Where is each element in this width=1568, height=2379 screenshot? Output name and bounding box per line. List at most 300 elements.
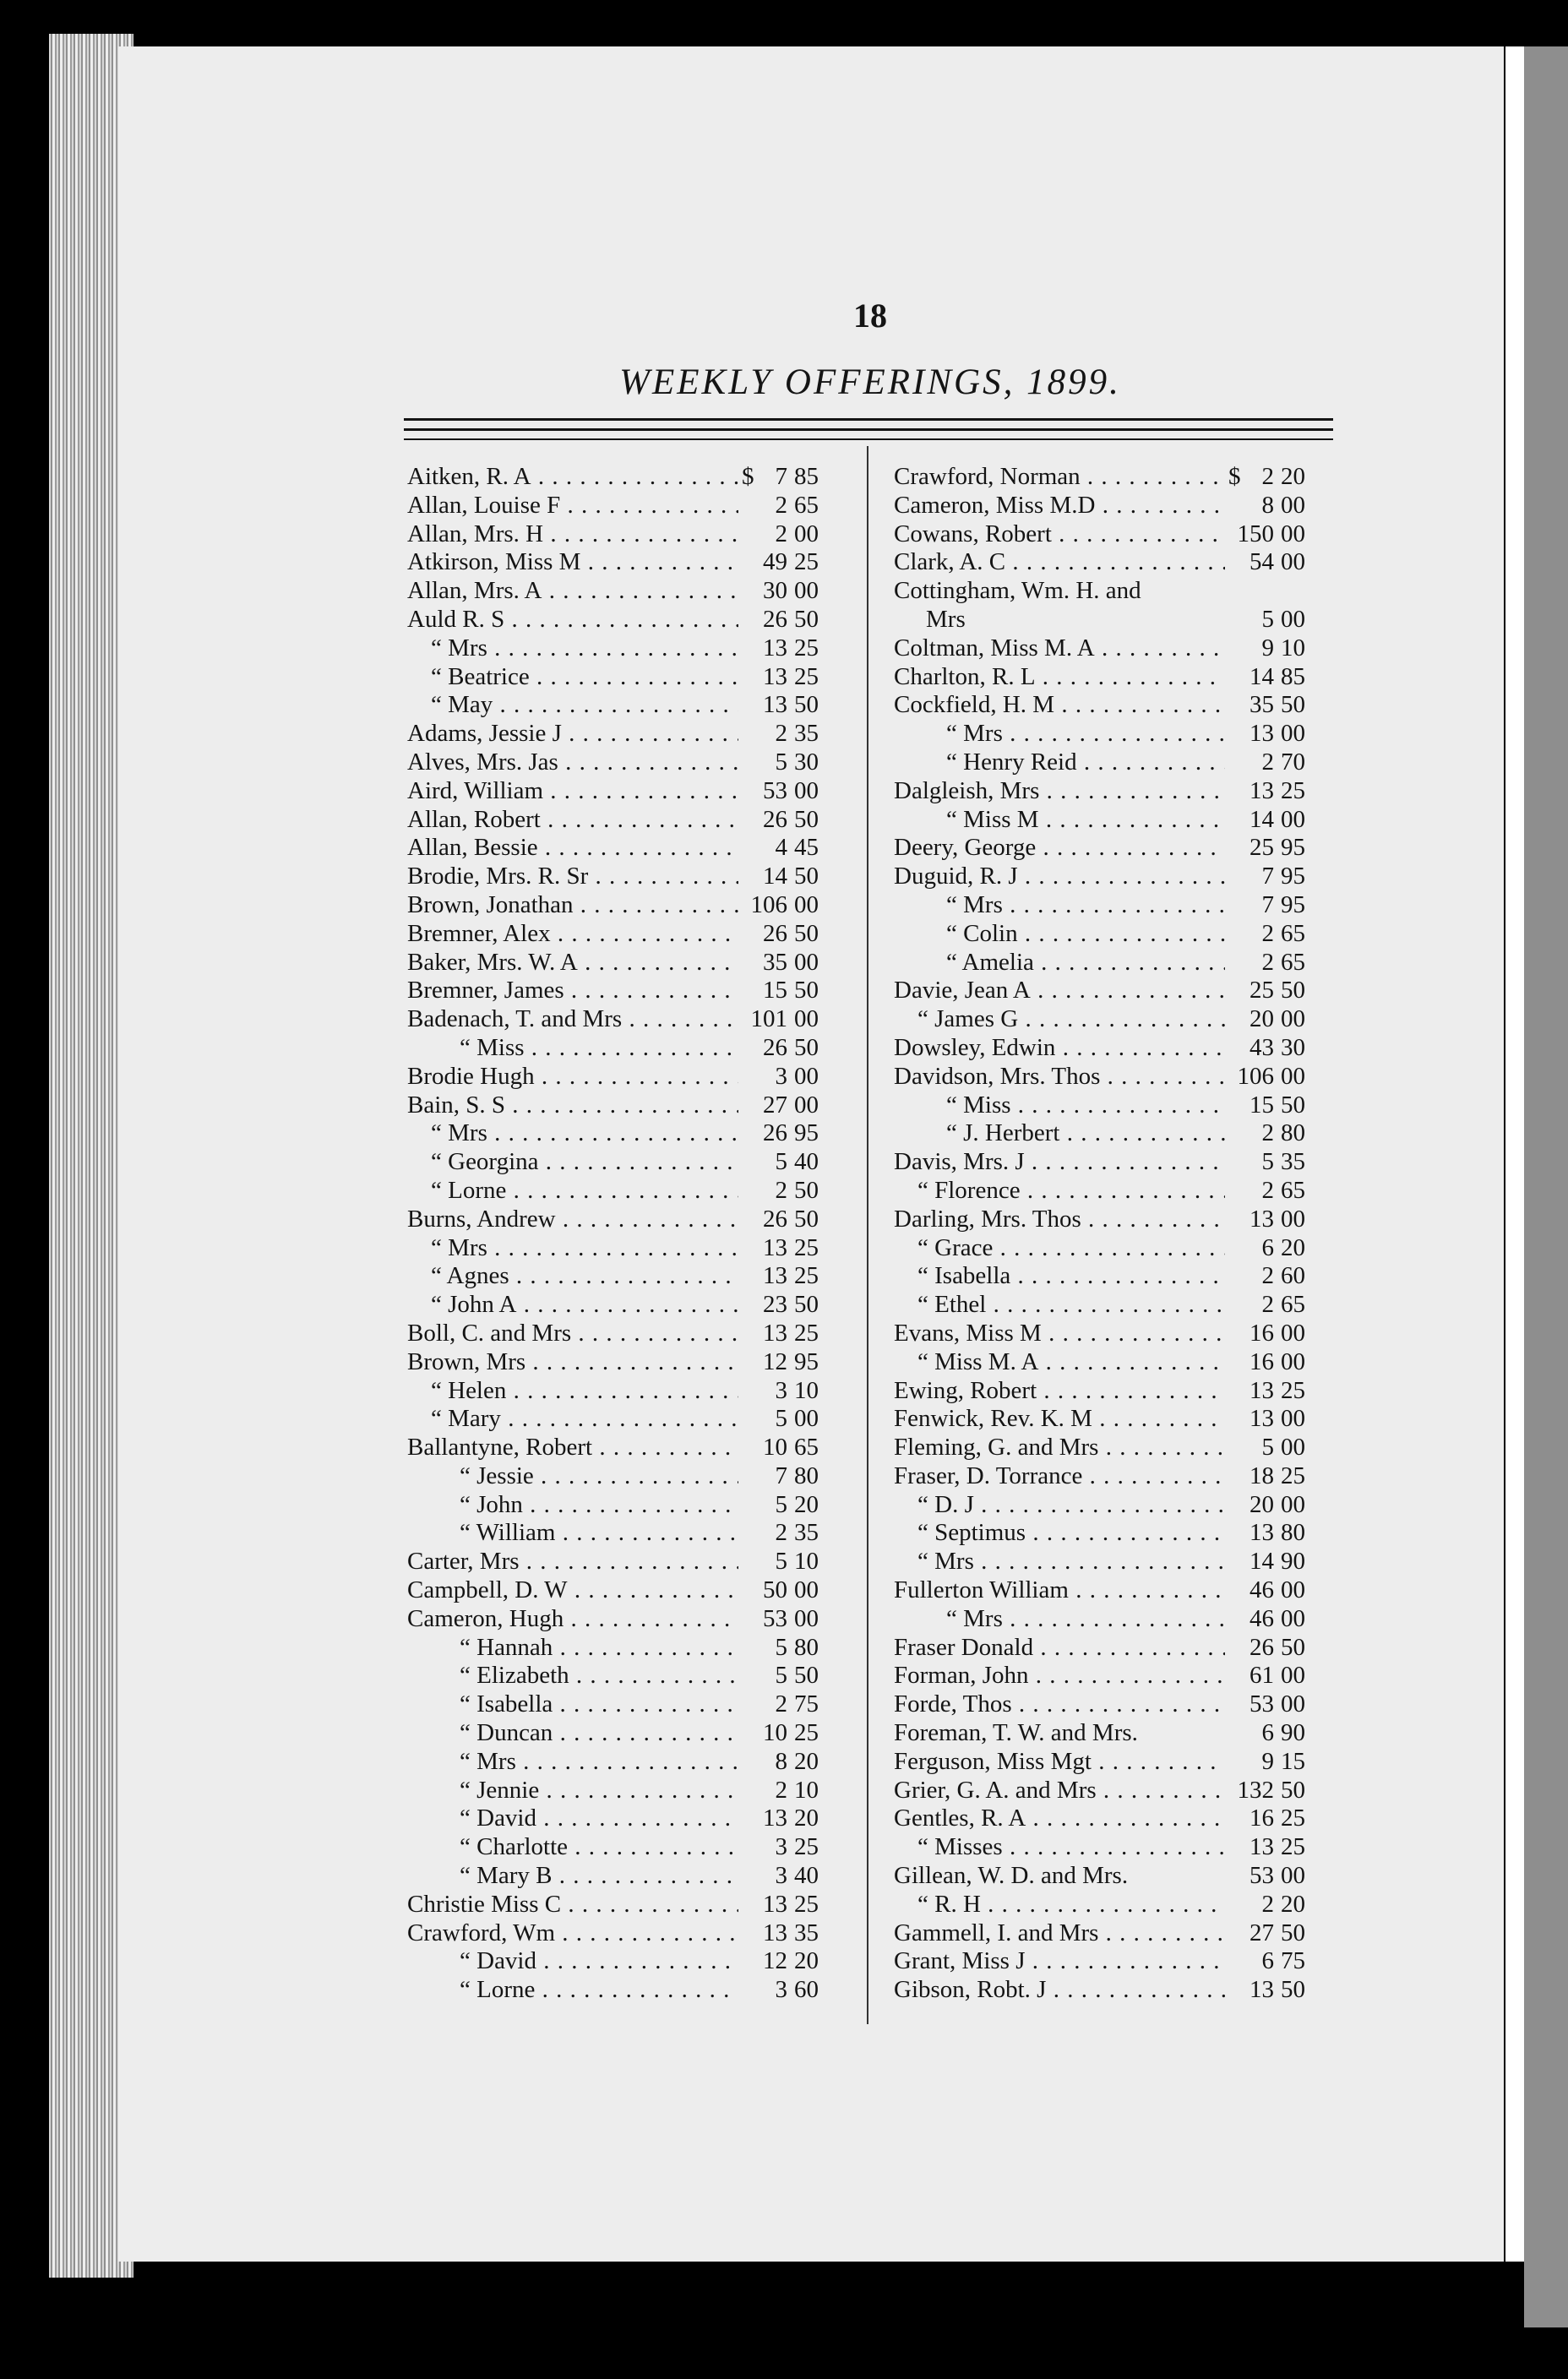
donor-name — [894, 1148, 1225, 1177]
amount-dollars: 26 — [1250, 1633, 1274, 1661]
amount-cents: 25 — [1281, 1376, 1305, 1404]
amount-dollars: 13 — [763, 691, 787, 719]
amount-dollars: 106 — [1237, 1062, 1274, 1090]
amount-cents: 95 — [1281, 863, 1305, 890]
list-item — [894, 1434, 1342, 1462]
list-item — [407, 949, 847, 977]
donor-name — [894, 1919, 1225, 1948]
donor-name — [894, 1034, 1225, 1063]
amount-dollars: 2 — [775, 520, 787, 547]
amount-cents: 95 — [794, 1119, 819, 1147]
donor-name — [894, 1177, 1225, 1206]
donor-name — [894, 1891, 1225, 1919]
amount-cents: 50 — [794, 1662, 819, 1690]
donor-name — [407, 863, 738, 891]
amount-dollars: 46 — [1250, 1604, 1274, 1632]
donor-name — [894, 1662, 1225, 1690]
donor-name-text: “ Hannah — [460, 1633, 553, 1661]
donor-name — [407, 1119, 738, 1148]
donor-name-text: Cockfield, H. M — [894, 691, 1055, 719]
amount-dollars: 26 — [763, 605, 787, 633]
donor-name — [407, 1491, 738, 1520]
amount-dollars: 2 — [1261, 919, 1274, 947]
donor-name-text: “ Mrs — [431, 1233, 487, 1261]
donor-name-text: Coltman, Miss M. A — [894, 634, 1095, 661]
amount-dollars: 13 — [763, 1319, 787, 1347]
list-item — [894, 1777, 1342, 1805]
donor-name-text: Brown, Mrs — [407, 1347, 526, 1375]
amount-dollars: 2 — [1261, 1291, 1274, 1319]
amount-cents: 25 — [794, 1262, 819, 1290]
list-item — [894, 1063, 1342, 1092]
amount-cents: 80 — [794, 1633, 819, 1661]
list-item — [407, 1748, 847, 1777]
amount-cents: 25 — [794, 1319, 819, 1347]
amount-cents: 00 — [1281, 1576, 1305, 1604]
donor-name-text: Deery, George — [894, 834, 1037, 862]
donor-name-text: “ Amelia — [946, 948, 1034, 976]
list-item — [894, 1576, 1342, 1605]
list-item — [407, 749, 847, 777]
donor-name — [407, 1548, 738, 1576]
list-item — [407, 720, 847, 749]
donor-name-text: Brodie, Mrs. R. Sr — [407, 863, 589, 890]
facing-page-edge — [1524, 46, 1568, 2327]
donor-name-text: Cameron, Miss M.D — [894, 491, 1096, 519]
list-item — [407, 1833, 847, 1862]
list-item — [894, 863, 1342, 891]
donor-name — [894, 1206, 1225, 1234]
list-item — [407, 520, 847, 549]
donor-name — [894, 1320, 1225, 1348]
donor-name-text: Ferguson, Miss Mgt — [894, 1747, 1092, 1775]
amount-cents: 25 — [794, 1833, 819, 1861]
title-rule — [404, 438, 1333, 440]
amount-dollars: 2 — [1261, 1890, 1274, 1918]
list-item — [894, 949, 1342, 977]
amount-dollars: 13 — [763, 1233, 787, 1261]
donor-name-text: Ewing, Robert — [894, 1376, 1037, 1404]
list-item — [894, 577, 1342, 634]
amount-cents: 00 — [1281, 1662, 1305, 1690]
donor-name — [407, 520, 738, 549]
list-item — [894, 777, 1342, 806]
donor-name — [894, 577, 1225, 634]
amount-cents: 35 — [794, 720, 819, 748]
amount-cents: 00 — [794, 1005, 819, 1033]
amount-dollars: 25 — [1250, 977, 1274, 1004]
amount-cents: 25 — [1281, 1805, 1305, 1832]
amount-cents: 00 — [1281, 491, 1305, 519]
donor-name-text: “ Isabella — [460, 1690, 553, 1718]
offerings-list-right — [894, 463, 1342, 2005]
amount-cents: 15 — [1281, 1747, 1305, 1775]
donor-name-text: “ Mrs — [431, 1119, 487, 1147]
amount-dollars: 5 — [775, 1662, 787, 1690]
amount-dollars: 5 — [775, 1405, 787, 1433]
list-item — [894, 1206, 1342, 1234]
donor-name — [407, 1034, 738, 1063]
list-item — [894, 520, 1342, 549]
donor-name-text: Davis, Mrs. J — [894, 1148, 1025, 1176]
amount-dollars: 13 — [1250, 776, 1274, 804]
amount-cents: 90 — [1281, 1548, 1305, 1576]
list-item — [407, 1862, 847, 1891]
donor-name — [894, 1947, 1225, 1976]
donor-name-text: “ Lorne — [460, 1976, 536, 2004]
dollar-sign: $ — [742, 463, 754, 490]
list-item — [894, 1919, 1342, 1948]
amount-dollars: 53 — [763, 1604, 787, 1632]
donor-name — [407, 1662, 738, 1690]
donor-name-text: Davie, Jean A — [894, 977, 1031, 1004]
donor-name — [407, 777, 738, 806]
amount-dollars: 3 — [775, 1062, 787, 1090]
amount-dollars: 15 — [763, 977, 787, 1004]
amount-dollars: 14 — [1250, 1548, 1274, 1576]
donor-name — [407, 1405, 738, 1434]
list-item — [407, 1519, 847, 1548]
donor-name — [407, 1605, 738, 1634]
donor-name-text: “ Grace — [917, 1233, 994, 1261]
donor-name — [407, 1206, 738, 1234]
donor-name — [407, 1462, 738, 1491]
donor-name-text: Gammell, I. and Mrs — [894, 1919, 1099, 1946]
list-item — [894, 806, 1342, 835]
offerings-list-left — [407, 463, 847, 2005]
donor-name — [407, 1976, 738, 2005]
amount-dollars: 5 — [775, 1548, 787, 1576]
list-item — [407, 492, 847, 520]
amount-dollars: 54 — [1250, 548, 1274, 576]
amount-dollars: 26 — [763, 1119, 787, 1147]
amount-dollars: 18 — [1250, 1462, 1274, 1489]
donor-name-text: Forman, John — [894, 1662, 1029, 1690]
amount-cents: 45 — [794, 834, 819, 862]
list-item — [894, 749, 1342, 777]
donor-name — [894, 1262, 1225, 1291]
donor-name-text: Cameron, Hugh — [407, 1604, 564, 1632]
amount-dollars: 15 — [1250, 1091, 1274, 1119]
amount-cents: 00 — [794, 776, 819, 804]
donor-name — [894, 1576, 1225, 1605]
donor-name — [894, 492, 1225, 520]
list-item — [894, 1690, 1342, 1719]
title-rule — [404, 418, 1333, 421]
donor-name-text: Allan, Mrs. A — [407, 577, 542, 605]
list-item — [407, 1462, 847, 1491]
donor-name — [894, 1063, 1225, 1092]
donor-name — [407, 1576, 738, 1605]
amount-dollars: 16 — [1250, 1805, 1274, 1832]
list-item — [407, 577, 847, 606]
page-title: WEEKLY OFFERINGS, 1899. — [619, 362, 1121, 402]
donor-name-text: “ Charlotte — [460, 1833, 569, 1861]
donor-name — [407, 577, 738, 606]
list-item — [407, 1348, 847, 1377]
amount-cents: 25 — [794, 634, 819, 661]
amount-dollars: 6 — [1261, 1233, 1274, 1261]
amount-cents: 60 — [1281, 1262, 1305, 1290]
amount-dollars: 35 — [763, 948, 787, 976]
amount-dollars: 30 — [763, 577, 787, 605]
amount-cents: 00 — [1281, 1604, 1305, 1632]
donor-name-text: “ Septimus — [917, 1519, 1026, 1547]
amount-cents: 25 — [1281, 1462, 1305, 1489]
list-item — [407, 1063, 847, 1092]
list-item — [407, 1234, 847, 1263]
amount-cents: 00 — [1281, 805, 1305, 833]
list-item — [894, 463, 1342, 492]
list-item — [407, 1377, 847, 1406]
amount-dollars: 16 — [1250, 1319, 1274, 1347]
list-item — [407, 1947, 847, 1976]
donor-name — [407, 1063, 738, 1092]
dollar-sign: $ — [1228, 463, 1241, 490]
amount-dollars: 25 — [1250, 834, 1274, 862]
amount-cents: 00 — [1281, 720, 1305, 748]
amount-cents: 00 — [1281, 520, 1305, 547]
donor-name-text: “ James G — [917, 1005, 1019, 1033]
list-item — [894, 1491, 1342, 1520]
amount-dollars: 2 — [1261, 1119, 1274, 1147]
amount-cents: 65 — [1281, 948, 1305, 976]
donor-name-text: Dalgleish, Mrs — [894, 776, 1040, 804]
amount-cents: 70 — [1281, 748, 1305, 776]
amount-cents: 10 — [794, 1776, 819, 1804]
donor-name — [407, 492, 738, 520]
amount-cents: 00 — [794, 1062, 819, 1090]
list-item — [407, 1434, 847, 1462]
donor-name-text: “ Helen — [431, 1376, 507, 1404]
amount-cents: 00 — [1281, 1405, 1305, 1433]
amount-cents: 00 — [1281, 1690, 1305, 1718]
donor-name-text: Allan, Louise F — [407, 491, 561, 519]
amount-dollars: 13 — [1250, 1976, 1274, 2004]
donor-name — [407, 1748, 738, 1777]
donor-name-text: Bremner, Alex — [407, 919, 551, 947]
donor-name — [894, 1291, 1225, 1320]
donor-name-text: Darling, Mrs. Thos — [894, 1205, 1081, 1233]
list-item — [407, 1805, 847, 1833]
amount-dollars: 13 — [763, 662, 787, 690]
donor-name — [407, 1377, 738, 1406]
list-item — [894, 691, 1342, 720]
donor-name-text: Cottingham, Wm. H. and — [894, 577, 1141, 605]
donor-name-text: “ Miss — [460, 1033, 525, 1061]
amount-dollars: 26 — [763, 919, 787, 947]
donor-name — [407, 691, 738, 720]
list-item — [894, 1348, 1342, 1377]
amount-dollars: 4 — [775, 834, 787, 862]
donor-name — [407, 1833, 738, 1862]
amount-dollars: 14 — [763, 863, 787, 890]
donor-name — [407, 1919, 738, 1948]
donor-name — [894, 520, 1225, 549]
list-item — [894, 492, 1342, 520]
amount-dollars: 13 — [1250, 1519, 1274, 1547]
donor-name-text: Fraser, D. Torrance — [894, 1462, 1083, 1489]
donor-name-text: Allan, Mrs. H — [407, 520, 544, 547]
donor-name-text: Crawford, Wm — [407, 1919, 556, 1946]
donor-name-text: Fullerton William — [894, 1576, 1069, 1604]
donor-name-text: Fenwick, Rev. K. M — [894, 1405, 1092, 1433]
amount-cents: 50 — [1281, 1091, 1305, 1119]
donor-name-text: “ Mary B — [460, 1862, 553, 1890]
list-item — [894, 920, 1342, 949]
amount-cents: 50 — [794, 1176, 819, 1204]
amount-dollars: 10 — [763, 1719, 787, 1747]
amount-dollars: 2 — [1261, 463, 1274, 490]
amount-dollars: 2 — [775, 1690, 787, 1718]
amount-cents: 75 — [1281, 1947, 1305, 1975]
donor-name-text: Ballantyne, Robert — [407, 1434, 593, 1462]
donor-name — [894, 977, 1225, 1005]
donor-name — [407, 1519, 738, 1548]
donor-name-text: Auld R. S — [407, 605, 505, 633]
donor-name — [407, 834, 738, 863]
donor-name-text: “ David — [460, 1947, 536, 1975]
amount-dollars: 26 — [763, 805, 787, 833]
amount-cents: 00 — [794, 1091, 819, 1119]
amount-dollars: 13 — [1250, 1376, 1274, 1404]
amount-dollars: 14 — [1250, 805, 1274, 833]
amount-dollars: 35 — [1250, 691, 1274, 719]
donor-name — [894, 1976, 1225, 2005]
amount-cents: 00 — [1281, 1005, 1305, 1033]
amount-cents: 25 — [794, 662, 819, 690]
donor-name-text: Grant, Miss J — [894, 1947, 1026, 1975]
donor-name-text: “ Mrs — [431, 634, 487, 661]
list-item — [894, 1462, 1342, 1491]
list-item — [894, 720, 1342, 749]
amount-cents: 50 — [1281, 1633, 1305, 1661]
list-item — [407, 1092, 847, 1120]
amount-cents: 50 — [794, 605, 819, 633]
amount-cents: 60 — [794, 1976, 819, 2004]
donor-name-continued: Mrs — [926, 605, 966, 633]
amount-cents: 00 — [794, 1604, 819, 1632]
donor-name — [894, 1833, 1225, 1862]
amount-cents: 30 — [1281, 1033, 1305, 1061]
list-item — [894, 548, 1342, 577]
list-item — [407, 606, 847, 634]
donor-name — [407, 720, 738, 749]
list-item — [407, 634, 847, 663]
donor-name-text: “ Isabella — [917, 1262, 1011, 1290]
list-item — [894, 1320, 1342, 1348]
donor-name — [894, 1119, 1225, 1148]
donor-name — [894, 863, 1225, 891]
amount-cents: 65 — [794, 1434, 819, 1462]
donor-name-text: “ Mrs — [917, 1548, 974, 1576]
donor-name — [894, 1519, 1225, 1548]
donor-name-text: “ R. H — [917, 1890, 981, 1918]
amount-cents: 80 — [1281, 1119, 1305, 1147]
amount-cents: 25 — [794, 1233, 819, 1261]
amount-cents: 25 — [794, 548, 819, 576]
amount-dollars: 7 — [1261, 863, 1274, 890]
amount-cents: 35 — [794, 1919, 819, 1946]
donor-name — [407, 1262, 738, 1291]
amount-dollars: 27 — [763, 1091, 787, 1119]
amount-dollars: 7 — [775, 1462, 787, 1489]
donor-name — [407, 1177, 738, 1206]
amount-cents: 35 — [794, 1519, 819, 1547]
donor-name-text: “ Mrs — [946, 1604, 1003, 1632]
list-item — [407, 691, 847, 720]
donor-name — [894, 1605, 1225, 1634]
donor-name-text: Gentles, R. A — [894, 1805, 1026, 1832]
donor-name — [407, 977, 738, 1005]
donor-name-text: Brown, Jonathan — [407, 890, 574, 918]
donor-name-text: “ John — [460, 1490, 523, 1518]
amount-cents: 00 — [794, 1576, 819, 1604]
donor-name — [407, 1348, 738, 1377]
donor-name-text: “ Mary — [431, 1405, 501, 1433]
donor-name-text: “ Lorne — [431, 1176, 507, 1204]
donor-name — [407, 949, 738, 977]
amount-cents: 50 — [794, 1205, 819, 1233]
donor-name-text: Aitken, R. A — [407, 463, 531, 490]
donor-name — [894, 691, 1225, 720]
list-item — [894, 1519, 1342, 1548]
donor-name-text: Charlton, R. L — [894, 662, 1036, 690]
amount-cents: 40 — [794, 1862, 819, 1890]
amount-cents: 85 — [794, 463, 819, 490]
donor-name — [894, 1634, 1225, 1663]
amount-cents: 65 — [1281, 919, 1305, 947]
donor-name-text: Duguid, R. J — [894, 863, 1018, 890]
donor-name — [894, 663, 1225, 692]
donor-name-text: Aird, William — [407, 776, 544, 804]
donor-name — [894, 1862, 1225, 1891]
amount-cents: 20 — [1281, 1233, 1305, 1261]
amount-cents: 50 — [794, 977, 819, 1004]
amount-cents: 10 — [794, 1548, 819, 1576]
donor-name — [894, 1719, 1225, 1748]
donor-name-text: Bremner, James — [407, 977, 564, 1004]
donor-name-text: Foreman, T. W. and Mrs. — [894, 1719, 1138, 1747]
amount-dollars: 5 — [775, 1148, 787, 1176]
amount-cents: 50 — [794, 1033, 819, 1061]
amount-dollars: 16 — [1250, 1347, 1274, 1375]
amount-dollars: 3 — [775, 1833, 787, 1861]
donor-name — [894, 749, 1225, 777]
donor-name-text: Brodie Hugh — [407, 1062, 535, 1090]
column-divider — [867, 446, 868, 2024]
amount-cents: 20 — [794, 1947, 819, 1975]
list-item — [407, 834, 847, 863]
amount-cents: 75 — [794, 1690, 819, 1718]
amount-dollars: 2 — [1261, 1176, 1274, 1204]
donor-name-text: Davidson, Mrs. Thos — [894, 1062, 1101, 1090]
donor-name-text: Forde, Thos — [894, 1690, 1012, 1718]
amount-cents: 10 — [794, 1376, 819, 1404]
amount-dollars: 5 — [1261, 605, 1274, 633]
list-item — [407, 920, 847, 949]
amount-dollars: 2 — [1261, 748, 1274, 776]
donor-name-text: Dowsley, Edwin — [894, 1033, 1056, 1061]
amount-dollars: 2 — [775, 491, 787, 519]
donor-name — [894, 949, 1225, 977]
amount-cents: 40 — [794, 1148, 819, 1176]
donor-name-text: “ Miss M — [946, 805, 1039, 833]
donor-name — [894, 1234, 1225, 1263]
amount-cents: 95 — [794, 1347, 819, 1375]
list-item — [407, 1690, 847, 1719]
amount-cents: 50 — [794, 919, 819, 947]
